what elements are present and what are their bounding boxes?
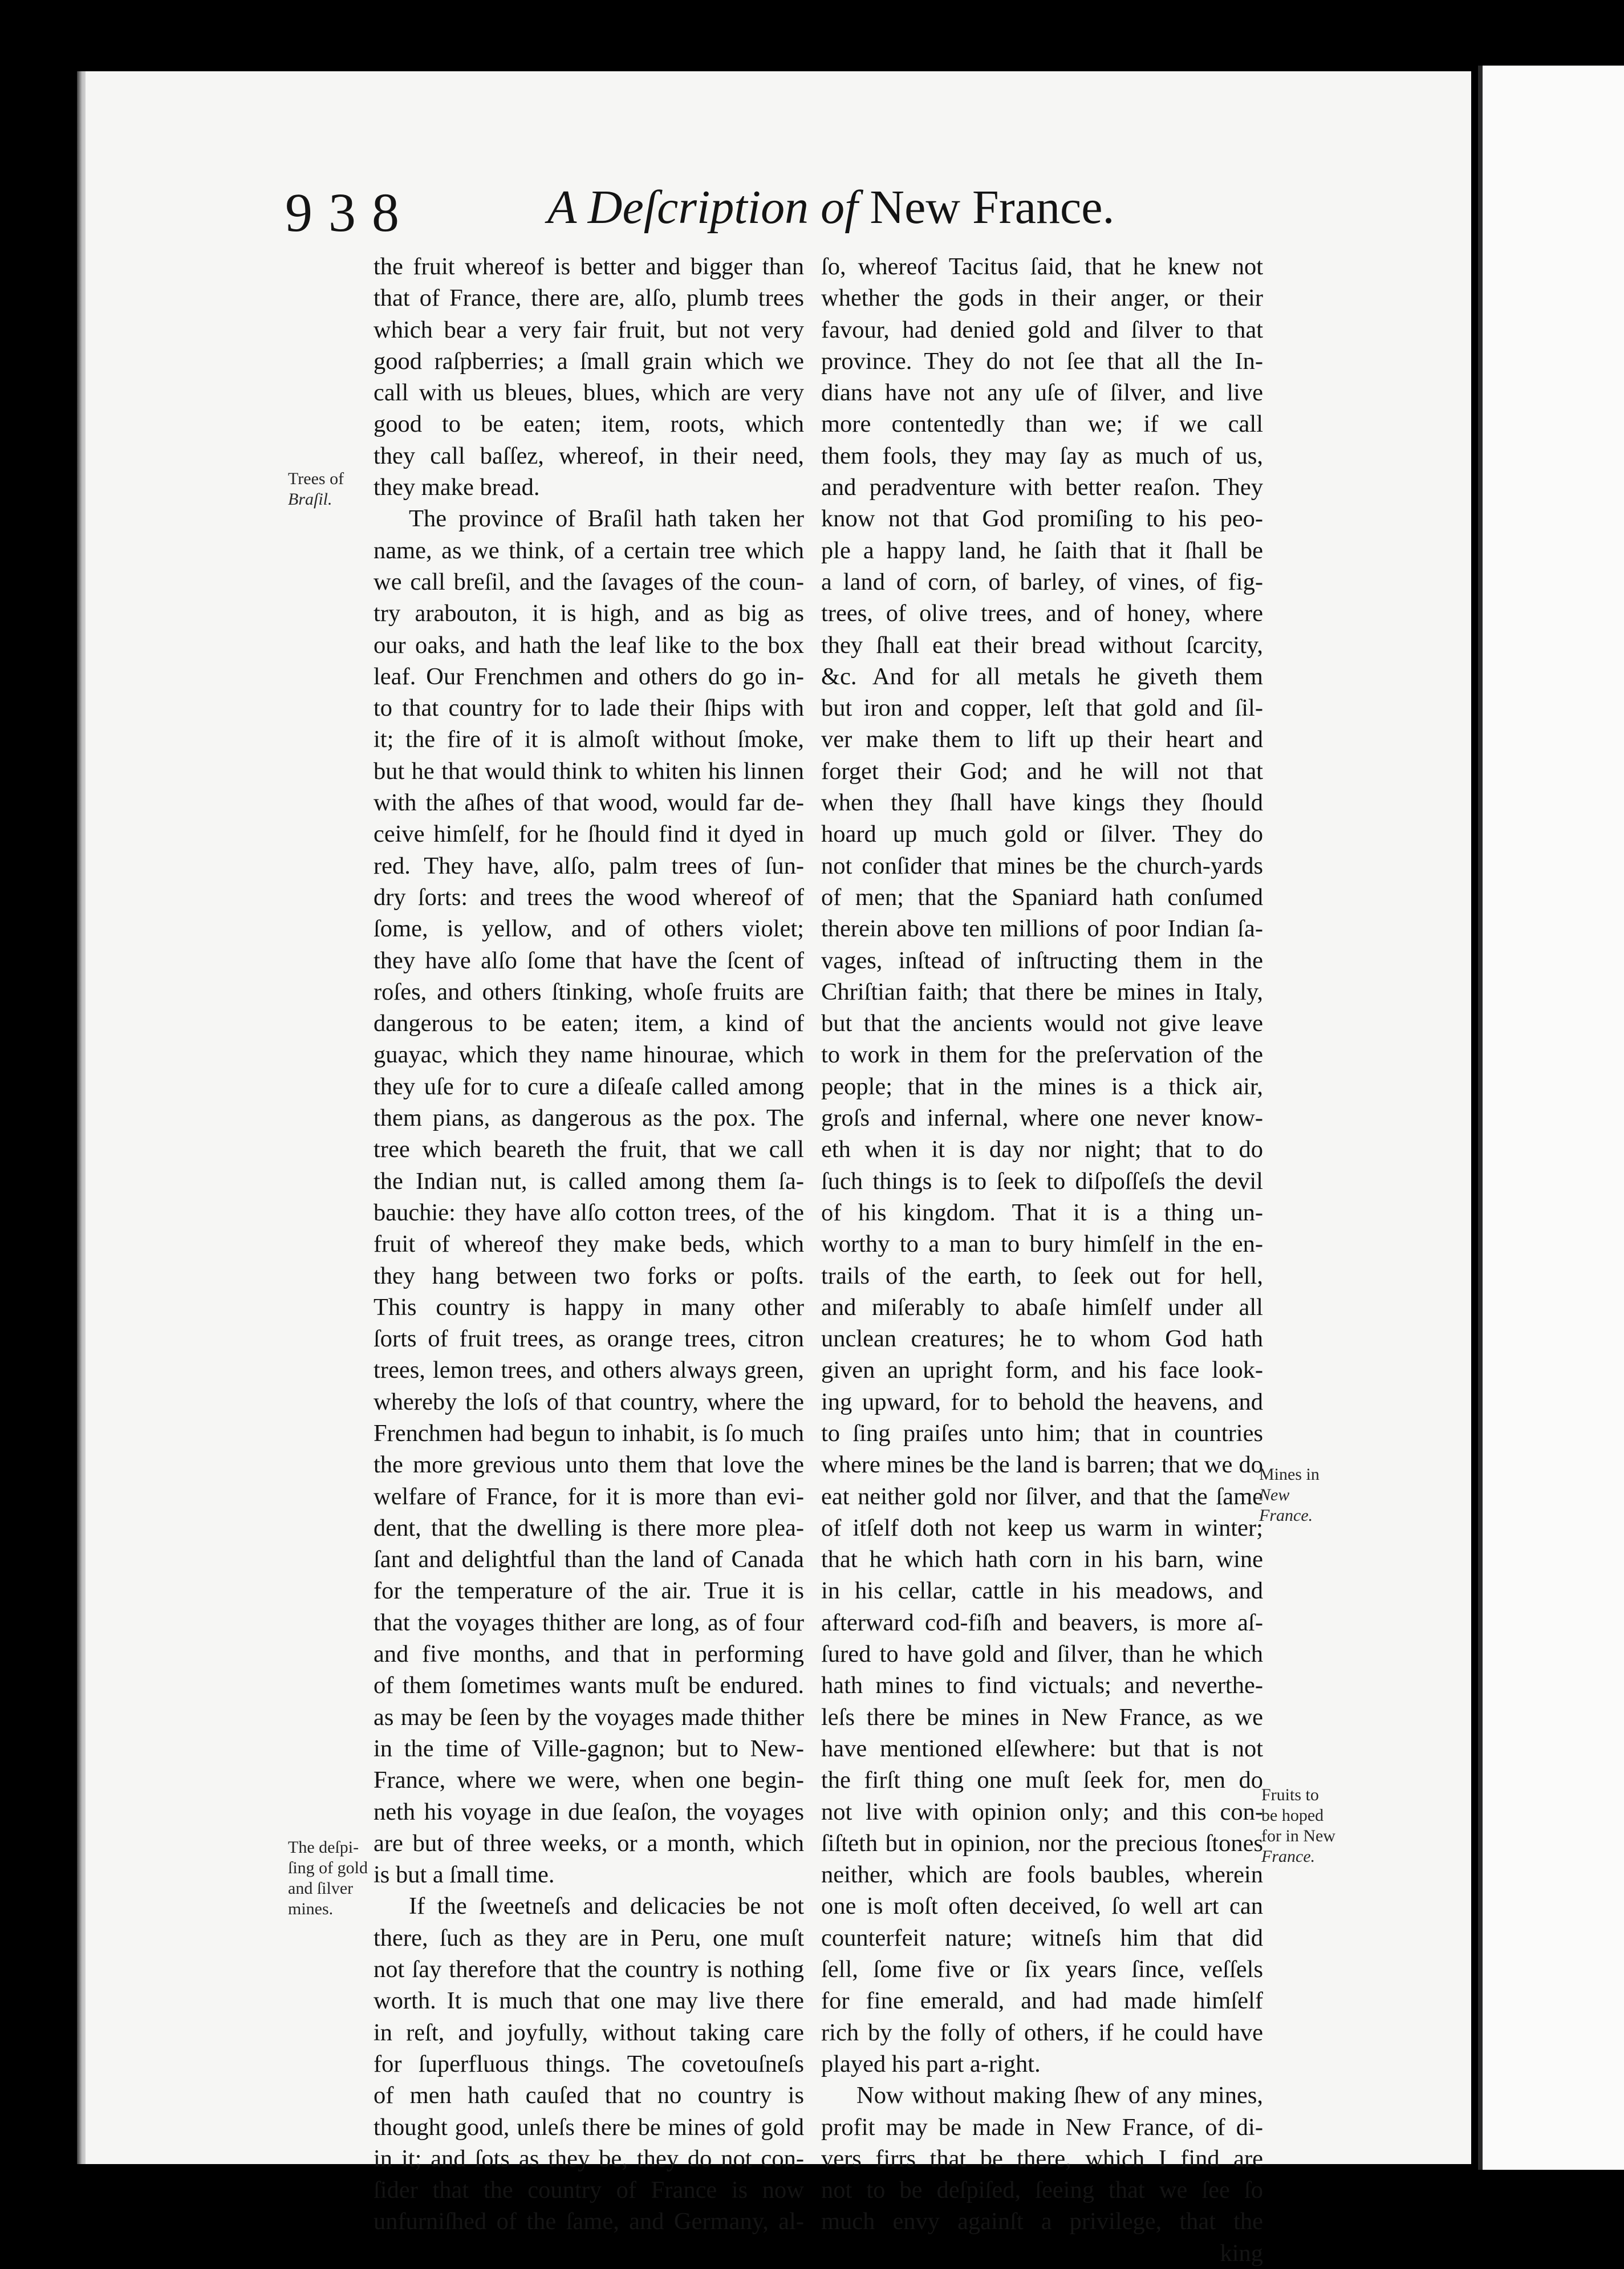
text-line: therein above ten millions of poor Indian ſa- [821,915,1263,943]
text-line: the Indian nut, is called among them ſa- [373,1167,804,1195]
text-line: roſes, and others ſtinking, whoſe fruits are [373,978,804,1005]
text-line: for fine emerald, and had made himſelf [821,1987,1263,2015]
text-line: This country is happy in many other [373,1293,804,1321]
text-line: leſs there be mines in New France, as we [821,1703,1263,1731]
text-line: the fruit whereof is better and bigger than [373,253,804,280]
margin-note-line: Braſil. [288,490,332,509]
text-line: try arabouton, it is high, and as big as [373,600,804,627]
text-line: king [1220,2239,1263,2267]
text-line: dry ſorts: and trees the wood whereof of [373,883,804,911]
text-line: and peradventure with better reaſon. They [821,474,1263,501]
text-line: unfurniſhed of the ſame, and Germany, al- [373,2208,804,2235]
text-line: good to be eaten; item, roots, which [373,411,804,438]
text-line: guayac, which they name hinourae, which [373,1041,804,1069]
text-line: unclean creatures; he to whom God hath [821,1325,1263,1353]
text-line: and miſerably to abaſe himſelf under all [821,1293,1263,1321]
text-line: neither, which are fools baubles, wherein [821,1861,1263,1889]
text-line: they have alſo ſome that have the ſcent of [373,947,804,974]
text-line: but iron and copper, leſt that gold and ſil- [821,695,1263,722]
margin-note-line: Fruits to [1261,1785,1319,1804]
text-line: they uſe for to cure a diſeaſe called among [373,1073,804,1100]
text-line: ſorts of fruit trees, as orange trees, citron [373,1325,804,1353]
text-line: we call breſil, and the ſavages of the coun- [373,568,804,595]
text-line: If the ſweetneſs and delicacies be not [409,1893,804,1920]
text-line: counterfeit nature; witneſs him that did [821,1924,1263,1951]
left-text-column [373,251,804,2238]
text-line: in it; and ſots as they be, they do not con- [373,2145,804,2172]
text-line: Chriſtian faith; that there be mines in Italy, [821,978,1263,1005]
text-line: is but a ſmall time. [373,1861,555,1889]
text-line: red. They have, alſo, palm trees of ſun- [373,852,804,879]
text-line: Now without making ſhew of any mines, [856,2082,1263,2109]
text-line: vers firrs that be there, which I find are [821,2145,1263,2172]
text-line: not conſider that mines be the church-yards [821,852,1263,879]
margin-note-line: mines. [288,1899,334,1918]
running-head-place: New France. [870,181,1115,234]
running-head-title: A Deſcription of [547,181,858,234]
text-line: profit may be made in New France, of di- [821,2113,1263,2141]
text-line: that the voyages thither are long, as of four [373,1609,804,1636]
text-line: to that country for to lade their ſhips with [373,695,804,722]
margin-note-trees-of-brasil [288,469,344,510]
text-line: neth his voyage in due ſeaſon, the voyages [373,1798,804,1825]
text-line: ple a happy land, he ſaith that it ſhall be [821,537,1263,564]
text-line: but he that would think to whiten his linnen [373,757,804,785]
text-line: as may be ſeen by the voyages made thither [373,1703,804,1731]
text-line: worthy to a man to bury himſelf in the en- [821,1231,1263,1258]
margin-note-line: Trees of [288,469,344,488]
text-line: for ſuperfluous things. The covetouſneſs [373,2050,804,2077]
margin-note-mines-new-france [1259,1464,1320,1526]
page-number: 9 3 8 [285,182,400,243]
text-line: are but of three weeks, or a month, which [373,1829,804,1857]
text-line: in his cellar, cattle in his meadows, and [821,1577,1263,1605]
facing-page-edge [1478,66,1624,2170]
text-line: when they ſhall have kings they ſhould [821,789,1263,817]
text-line: trails of the earth, to ſeek out for hell, [821,1262,1263,1289]
text-line: The province of Braſil hath taken her [409,505,804,533]
text-line: not live with opinion only; and this con- [821,1798,1263,1825]
text-line: name, as we think, of a certain tree which [373,537,804,564]
text-line: the firſt thing one muſt ſeek for, men do [821,1767,1263,1794]
text-line: to work in them for the preſervation of the [821,1041,1263,1069]
text-line: groſs and infernal, where one never know- [821,1105,1263,1132]
text-line: them fools, they may ſay as much of us, [821,442,1263,469]
text-line: them pians, as dangerous as the pox. The [373,1105,804,1132]
text-line: of itſelf doth not keep us warm in winter; [821,1514,1263,1541]
text-line: ſome, is yellow, and of others violet; [373,915,804,943]
text-line: people; that in the mines is a thick air, [821,1073,1263,1100]
text-line: ſant and delightful than the land of Canada [373,1546,804,1573]
text-line: where mines be the land is barren; that we do [821,1451,1263,1479]
text-line: welfare of France, for it is more than evi- [373,1483,804,1510]
text-line: a land of corn, of barley, of vines, of fig- [821,568,1263,595]
text-line: bauchie: they have alſo cotton trees, of the [373,1199,804,1226]
text-line: of them ſometimes wants muſt be endured. [373,1672,804,1699]
text-line: ſured to have gold and ſilver, than he which [821,1641,1263,1668]
text-line: of his kingdom. That it is a thing un- [821,1199,1263,1226]
text-line: to ſing praiſes unto him; that in countries [821,1419,1263,1447]
text-line: they make bread. [373,474,540,501]
text-line: France, where we were, when one begin- [373,1767,804,1794]
text-line: ing upward, for to behold the heavens, and [821,1388,1263,1415]
text-line: whether the gods in their anger, or their [821,285,1263,312]
text-line: trees, of olive trees, and of honey, where [821,600,1263,627]
text-line: that he which hath corn in his barn, wine [821,1546,1263,1573]
margin-note-line: ſing of gold [288,1858,368,1877]
text-line: they ſhall eat their bread without ſcarcity, [821,631,1263,659]
right-text-column [821,251,1263,2269]
text-line: in the time of Ville-gagnon; but to New- [373,1735,804,1762]
text-line: they call baſſez, whereof, in their need, [373,442,804,469]
text-line: one is moſt often deceived, ſo well art can [821,1893,1263,1920]
margin-note-line: Mines in [1259,1465,1320,1484]
margin-note-line: New [1259,1485,1290,1504]
text-line: &c. And for all metals he giveth them [821,663,1263,690]
margin-note-despising-gold [288,1837,368,1919]
margin-note-line: The deſpi- [288,1838,359,1857]
text-line: eth when it is day nor night; that to do [821,1136,1263,1163]
margin-note-line: France. [1261,1847,1316,1866]
text-line: ſiſteth but in opinion, nor the precious ſtones [821,1829,1263,1857]
text-line: Frenchmen had begun to inhabit, is ſo much [373,1419,804,1447]
text-line: dians have not any uſe of ſilver, and live [821,379,1263,407]
margin-note-line: and ſilver [288,1879,354,1898]
text-line: played his part a-right. [821,2050,1041,2077]
text-line: much envy againſt a privilege, that the [821,2208,1263,2235]
text-line: eat neither gold nor ſilver, and that the ſame [821,1483,1263,1510]
text-line: ſo, whereof Tacitus ſaid, that he knew not [821,253,1263,280]
text-line: vages, inſtead of inſtructing them in the [821,947,1263,974]
text-line: dangerous to be eaten; item, a kind of [373,1010,804,1037]
text-line: leaf. Our Frenchmen and others do go in- [373,663,804,690]
text-line: and five months, and that in performing [373,1641,804,1668]
text-line: know not that God promiſing to his peo- [821,505,1263,533]
running-head [547,181,1115,234]
text-line: our oaks, and hath the leaf like to the box [373,631,804,659]
text-line: worth. It is much that one may live there [373,1987,804,2015]
text-line: given an upright form, and his face look- [821,1357,1263,1384]
text-line: have mentioned elſewhere: but that is not [821,1735,1263,1762]
text-line: not ſay therefore that the country is nothing [373,1956,804,1983]
text-line: hath mines to find victuals; and neverthe- [821,1672,1263,1699]
text-line: trees, lemon trees, and others always green, [373,1357,804,1384]
text-line: ſuch things is to ſeek to diſpoſſeſs the devil [821,1167,1263,1195]
text-line: which bear a very fair fruit, but not very [373,316,804,343]
text-line: with the aſhes of that wood, would far de- [373,789,804,817]
text-line: of men hath cauſed that no country is [373,2082,804,2109]
page-fold-shadow [1478,66,1483,2170]
text-line: forget their God; and he will not that [821,757,1263,785]
text-line: they hang between two forks or poſts. [373,1262,804,1289]
text-line: good raſpberries; a ſmall grain which we [373,347,804,375]
text-line: province. They do not ſee that all the In- [821,347,1263,375]
text-line: it; the fire of it is almoſt without ſmoke, [373,726,804,753]
text-line: of men; that the Spaniard hath conſumed [821,883,1263,911]
text-line: tree which beareth the fruit, that we call [373,1136,804,1163]
text-line: for the temperature of the air. True it is [373,1577,804,1605]
text-line: the more grevious unto them that love the [373,1451,804,1479]
margin-note-line: for in New [1261,1826,1335,1845]
text-line: ſell, ſome five or ſix years ſince, veſſels [821,1956,1263,1983]
text-line: dent, that the dwelling is there more plea- [373,1514,804,1541]
text-line: ceive himſelf, for he ſhould find it dyed in [373,821,804,848]
text-line: there, ſuch as they are in Peru, one muſt [373,1924,804,1951]
text-line: favour, had denied gold and ſilver to that [821,316,1263,343]
text-line: hoard up much gold or ſilver. They do [821,821,1263,848]
text-line: not to be deſpiſed, ſeeing that we ſee ſo [821,2177,1263,2204]
margin-note-line: France. [1259,1506,1313,1525]
margin-note-line: be hoped [1261,1806,1324,1825]
text-line: fruit of whereof they make beds, which [373,1231,804,1258]
text-line: more contentedly than we; if we call [821,411,1263,438]
text-line: afterward cod-fiſh and beavers, is more aſ- [821,1609,1263,1636]
text-line: that of France, there are, alſo, plumb trees [373,285,804,312]
text-line: call with us bleues, blues, which are very [373,379,804,407]
text-line: but that the ancients would not give leave [821,1010,1263,1037]
text-line: ſider that the country of France is now [373,2177,804,2204]
text-line: ver make them to lift up their heart and [821,726,1263,753]
text-line: in reſt, and joyfully, without taking care [373,2019,804,2046]
margin-note-fruits-hoped [1261,1785,1335,1867]
text-line: whereby the loſs of that country, where the [373,1388,804,1415]
text-line: rich by the folly of others, if he could have [821,2019,1263,2046]
text-line: thought good, unleſs there be mines of gold [373,2113,804,2141]
